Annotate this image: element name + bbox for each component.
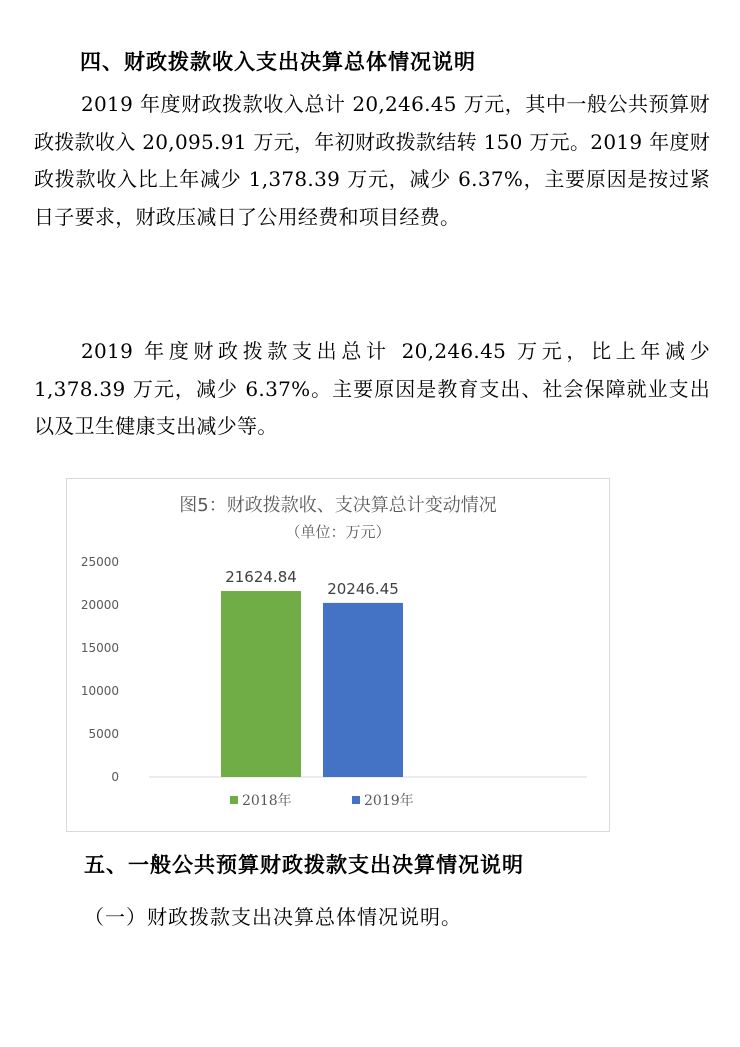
chart-figure-5 bbox=[66, 478, 610, 832]
legend-label: 2018年 bbox=[242, 793, 292, 809]
y-tick-label: 10000 bbox=[80, 684, 119, 698]
bar-2018年 bbox=[221, 591, 301, 777]
legend-swatch bbox=[230, 796, 238, 804]
section-5-heading: 五、一般公共预算财政拨款支出决算情况说明 bbox=[84, 853, 524, 877]
y-tick-label: 15000 bbox=[80, 641, 119, 655]
y-tick-label: 20000 bbox=[80, 598, 119, 612]
legend-swatch bbox=[352, 796, 360, 804]
bar-chart bbox=[67, 479, 609, 831]
chart-title: 图5：财政拨款收、支决算总计变动情况 bbox=[179, 495, 497, 516]
paragraph-revenue: 2019 年度财政拨款收入总计 20,246.45 万元，其中一般公共预算财政拨款收入 20,095.91 万元，年初财政拨款结转 150 万元。2019 年度财政拨款收入比上年减少 1,378.39 万元，减少 6.37%，主要原因是按过紧日子要求，财政压减日了公用经费和项目经费。 bbox=[34, 92, 710, 229]
y-tick-label: 5000 bbox=[88, 727, 119, 741]
chart-subtitle: （单位：万元） bbox=[285, 523, 391, 541]
section-4-heading: 四、财政拨款收入支出决算总体情况说明 bbox=[80, 50, 476, 74]
bar-value-label: 21624.84 bbox=[225, 568, 297, 587]
legend-label: 2019年 bbox=[364, 793, 414, 809]
bar-value-label: 20246.45 bbox=[327, 579, 399, 598]
paragraph-expenditure: 2019 年度财政拨款支出总计 20,246.45 万元，比上年减少 1,378.39 万元，减少 6.37%。主要原因是教育支出、社会保障就业支出以及卫生健康支出减少等。 bbox=[34, 339, 710, 438]
subsection-1-heading: （一）财政拨款支出决算总体情况说明。 bbox=[84, 905, 462, 929]
bar-2019年 bbox=[323, 603, 403, 777]
y-tick-label: 0 bbox=[111, 770, 119, 784]
y-tick-label: 25000 bbox=[80, 555, 119, 569]
